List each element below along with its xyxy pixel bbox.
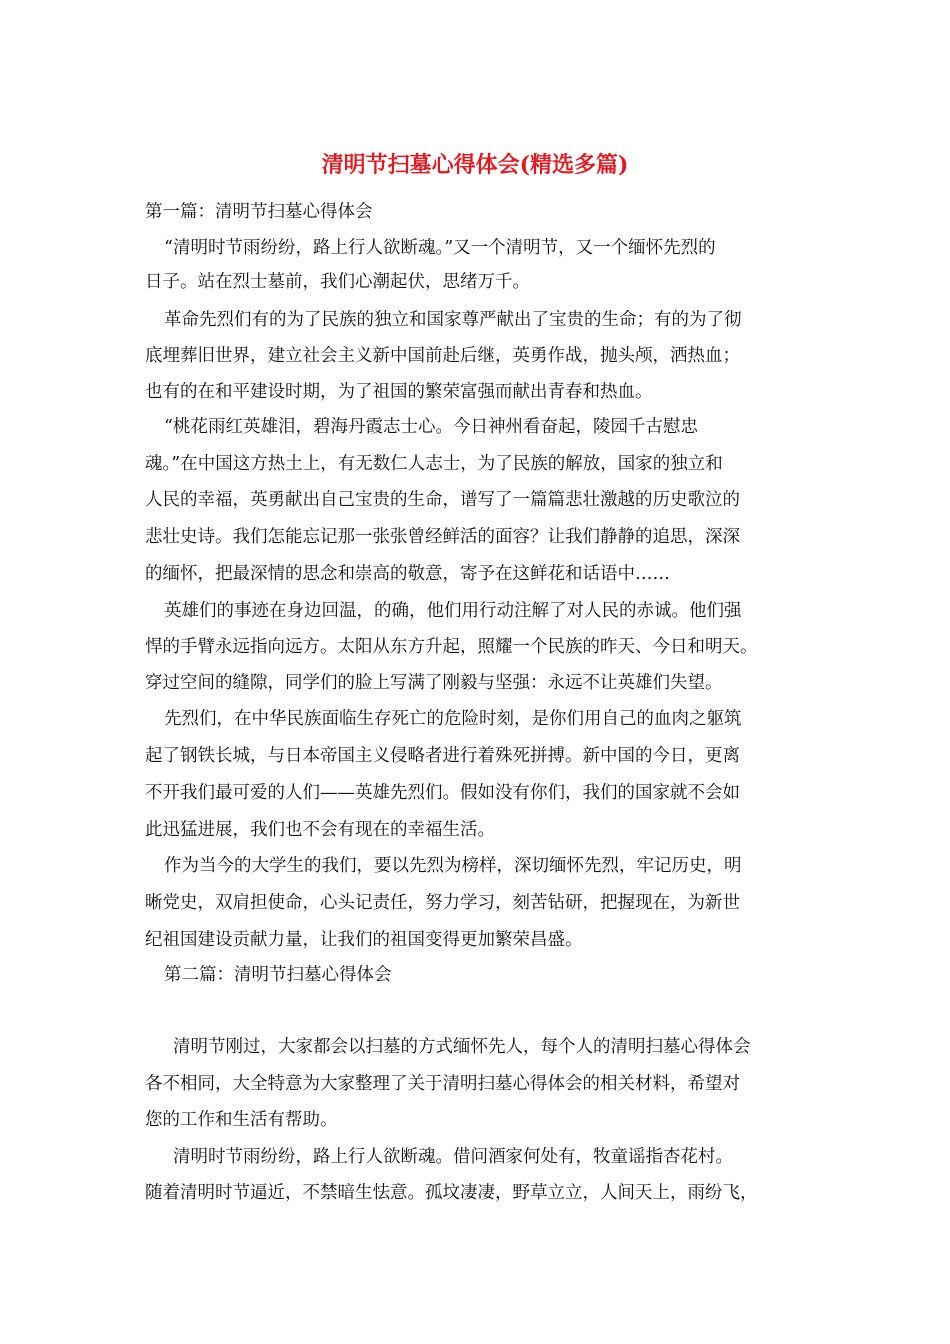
paragraph-line: 晰党史，双肩担使命，心头记责任，努力学习，刻苦钻研，把握现在，为新世 [145, 893, 740, 913]
paragraph-line: 清明时节雨纷纷，路上行人欲断魂。借问酒家何处有，牧童谣指杏花村。 [173, 1147, 733, 1167]
paragraph-line: 清明节刚过，大家都会以扫墓的方式缅怀先人，每个人的清明扫墓心得体会 [173, 1037, 751, 1057]
paragraph-line: “桃花雨红英雄泪，碧海丹霞志士心。今日神州看奋起，陵园千古慰忠 [164, 417, 698, 437]
paragraph-line: 此迅猛进展，我们也不会有现在的幸福生活。 [145, 820, 495, 840]
paragraph-line: 悍的手臂永远指向远方。太阳从东方升起，照耀一个民族的昨天、今日和明天。 [145, 637, 758, 657]
paragraph-line: 起了钢铁长城，与日本帝国主义侵略者进行着殊死拼搏。新中国的今日，更离 [145, 746, 740, 766]
paragraph-line: 日子。站在烈士墓前，我们心潮起伏，思绪万千。 [145, 272, 530, 292]
paragraph-line: 革命先烈们有的为了民族的独立和国家尊严献出了宝贵的生命；有的为了彻 [164, 310, 742, 330]
paragraph-line: 穿过空间的缝隙，同学们的脸上写满了刚毅与坚强：永远不让英雄们失望。 [145, 673, 723, 693]
paragraph-line: 魂。”在中国这方热土上，有无数仁人志士，为了民族的解放，国家的独立和 [145, 454, 723, 474]
paragraph-line: 随着清明时节逼近，不禁暗生怯意。孤坟凄凄，野草立立，人间天上，雨纷飞， [145, 1183, 758, 1203]
paragraph-line: 英雄们的事迹在身边回温，的确，他们用行动注解了对人民的赤诚。他们强 [164, 601, 742, 621]
paragraph-line: 先烈们，在中华民族面临生存死亡的危险时刻，是你们用自己的血肉之躯筑 [164, 709, 742, 729]
paragraph-line: 也有的在和平建设时期，为了祖国的繁荣富强而献出青春和热血。 [145, 382, 653, 402]
paragraph-line: 底埋葬旧世界，建立社会主义新中国前赴后继，英勇作战，抛头颅，洒热血； [145, 346, 740, 366]
paragraph-line: 纪祖国建设贡献力量，让我们的祖国变得更加繁荣昌盛。 [145, 930, 583, 950]
section-heading-2: 第二篇：清明节扫墓心得体会 [164, 965, 392, 985]
paragraph-line: 不开我们最可爱的人们——英雄先烈们。假如没有你们，我们的国家就不会如 [145, 783, 740, 803]
paragraph-line: 您的工作和生活有帮助。 [145, 1110, 338, 1130]
paragraph-line: 人民的幸福，英勇献出自己宝贵的生命，谱写了一篇篇悲壮激越的历史歌泣的 [145, 490, 740, 510]
paragraph-line: “清明时节雨纷纷，路上行人欲断魂。”又一个清明节，又一个缅怀先烈的 [164, 238, 716, 258]
section-heading-1: 第一篇：清明节扫墓心得体会 [145, 202, 373, 222]
document-title: 清明节扫墓心得体会(精选多篇) [321, 152, 629, 178]
paragraph-line: 作为当今的大学生的我们，要以先烈为榜样，深切缅怀先烈，牢记历史，明 [164, 856, 742, 876]
paragraph-line: 的缅怀，把最深情的思念和崇高的敬意，寄予在这鲜花和话语中…… [145, 564, 670, 584]
paragraph-line: 悲壮史诗。我们怎能忘记那一张张曾经鲜活的面容？让我们静静的追思，深深 [145, 527, 740, 547]
paragraph-line: 各不相同，大全特意为大家整理了关于清明扫墓心得体会的相关材料，希望对 [145, 1074, 740, 1094]
